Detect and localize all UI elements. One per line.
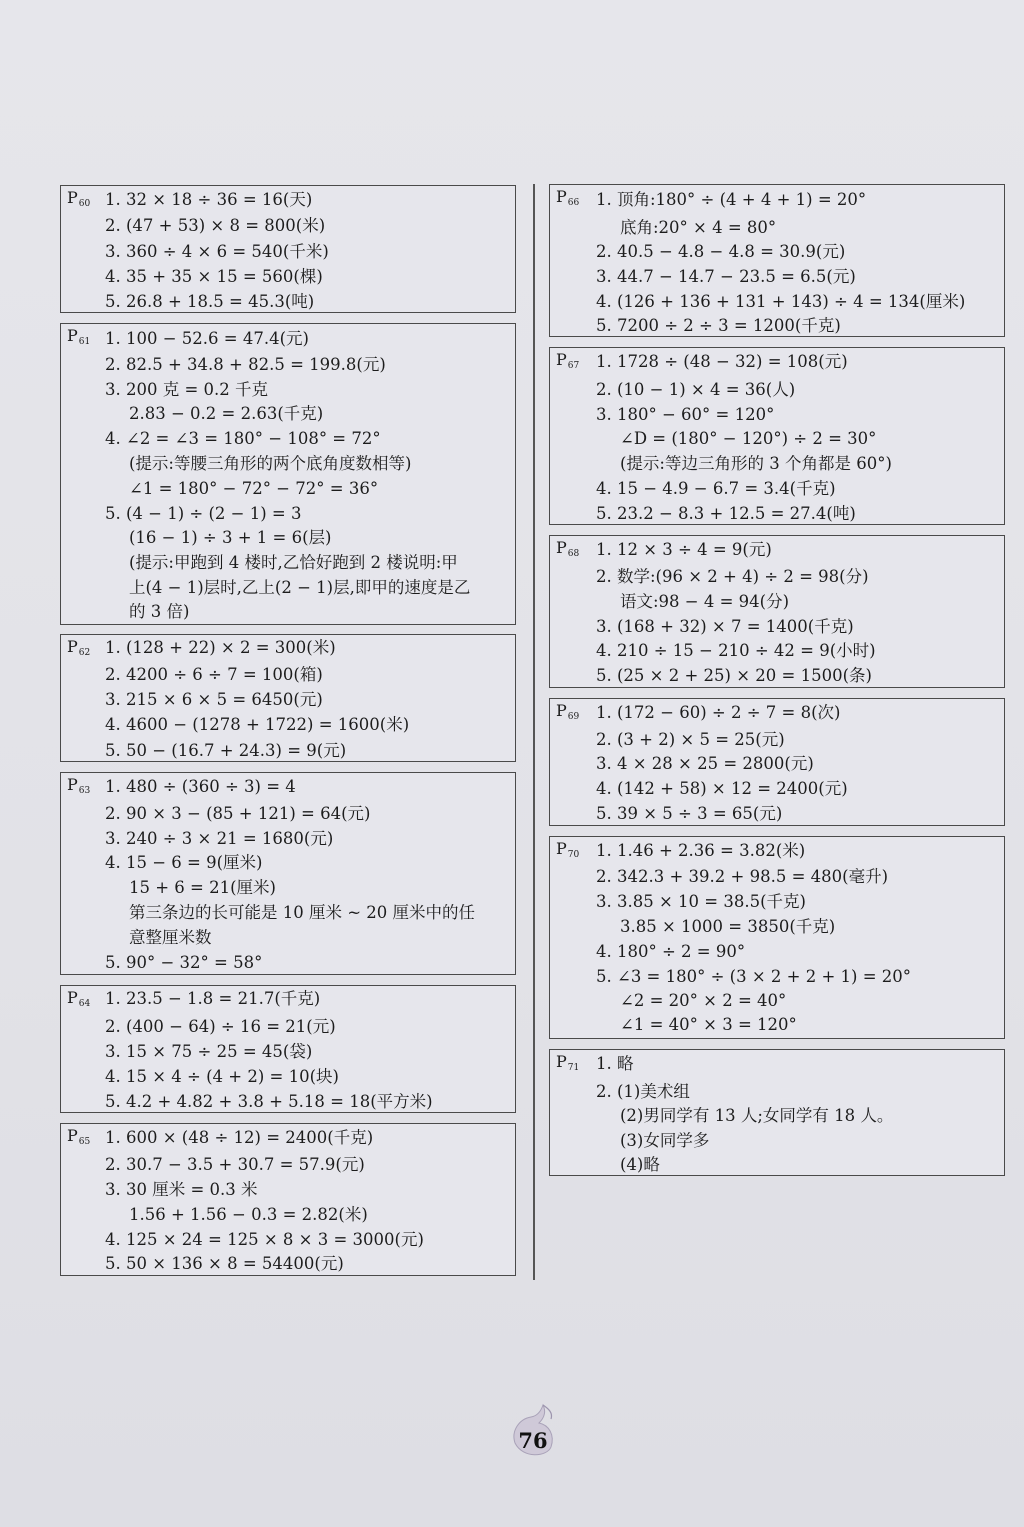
answer-line: 1. 12 × 3 ÷ 4 = 9(元) xyxy=(596,540,772,559)
page-number: 76 xyxy=(518,1428,548,1453)
answer-line: 5. 90° − 32° = 58° xyxy=(105,953,263,972)
page-label: $P_{66}$ xyxy=(556,187,580,208)
answer-line: 2. (400 − 64) ÷ 16 = 21(元) xyxy=(105,1017,336,1036)
answer-box-p68 xyxy=(549,535,1005,688)
answer-line: 第三条边的长可能是 10 厘米 ~ 20 厘米中的任 xyxy=(129,903,476,922)
answer-line: ∠1 = 40° × 3 = 120° xyxy=(620,1015,797,1034)
answer-line: (4)略 xyxy=(620,1155,660,1174)
answer-line: 2. (1)美术组 xyxy=(596,1082,690,1101)
answer-line: 2. (10 − 1) × 4 = 36(人) xyxy=(596,380,796,399)
answer-line: 2. (3 + 2) × 5 = 25(元) xyxy=(596,730,785,749)
answer-line: 4. 15 − 6 = 9(厘米) xyxy=(105,853,263,872)
answer-line: 4. 4600 − (1278 + 1722) = 1600(米) xyxy=(105,715,410,734)
answer-line: 2. 342.3 + 39.2 + 98.5 = 480(毫升) xyxy=(596,867,889,886)
answer-line: ∠D = (180° − 120°) ÷ 2 = 30° xyxy=(620,429,877,448)
answer-line: 3. 240 ÷ 3 × 21 = 1680(元) xyxy=(105,829,334,848)
answer-box-p70 xyxy=(549,836,1005,1039)
answer-line: 3. 44.7 − 14.7 − 23.5 = 6.5(元) xyxy=(596,267,856,286)
page-label: $P_{71}$ xyxy=(556,1052,580,1073)
answer-line: 3.85 × 1000 = 3850(千克) xyxy=(620,917,836,936)
answer-line: 2.83 − 0.2 = 2.63(千克) xyxy=(129,404,324,423)
answer-line: 3. 360 ÷ 4 × 6 = 540(千米) xyxy=(105,242,329,261)
page-label: $P_{63}$ xyxy=(67,775,91,796)
answer-line: 1. 32 × 18 ÷ 36 = 16(天) xyxy=(105,190,313,209)
answer-line: 5. 39 × 5 ÷ 3 = 65(元) xyxy=(596,804,783,823)
page-label: $P_{64}$ xyxy=(67,988,91,1009)
answer-line: 1. 100 − 52.6 = 47.4(元) xyxy=(105,329,309,348)
answer-line: 5. 50 × 136 × 8 = 54400(元) xyxy=(105,1254,344,1273)
answer-line: 3. 180° − 60° = 120° xyxy=(596,405,775,424)
answer-line: 意整厘米数 xyxy=(129,928,212,947)
answer-box-p69 xyxy=(549,698,1005,826)
answer-line: 5. 26.8 + 18.5 = 45.3(吨) xyxy=(105,292,315,311)
answer-box-p67 xyxy=(549,347,1005,525)
answer-line: 1. 600 × (48 ÷ 12) = 2400(千克) xyxy=(105,1128,374,1147)
answer-box-p71 xyxy=(549,1049,1005,1176)
answer-line: 4. 15 − 4.9 − 6.7 = 3.4(千克) xyxy=(596,479,836,498)
answer-line: 3. 200 克 = 0.2 千克 xyxy=(105,380,269,399)
answer-line: 2. (47 + 53) × 8 = 800(米) xyxy=(105,216,326,235)
answer-line: 4. 125 × 24 = 125 × 8 × 3 = 3000(元) xyxy=(105,1230,424,1249)
answer-line: 2. 4200 ÷ 6 ÷ 7 = 100(箱) xyxy=(105,665,323,684)
answer-line: 15 + 6 = 21(厘米) xyxy=(129,878,276,897)
answer-line: 上(4 − 1)层时,乙上(2 − 1)层,即甲的速度是乙 xyxy=(129,578,471,597)
answer-line: 2. 30.7 − 3.5 + 30.7 = 57.9(元) xyxy=(105,1155,365,1174)
answer-line: 3. 215 × 6 × 5 = 6450(元) xyxy=(105,690,323,709)
answer-line: 3. 15 × 75 ÷ 25 = 45(袋) xyxy=(105,1042,313,1061)
answer-line: 1. 顶角:180° ÷ (4 + 4 + 1) = 20° xyxy=(596,190,867,209)
answer-line: 2. 90 × 3 − (85 + 121) = 64(元) xyxy=(105,804,371,823)
answer-line: 5. 7200 ÷ 2 ÷ 3 = 1200(千克) xyxy=(596,316,841,335)
answer-box-p65 xyxy=(60,1123,516,1276)
answer-line: 4. 35 + 35 × 15 = 560(棵) xyxy=(105,267,323,286)
answer-line: 底角:20° × 4 = 80° xyxy=(620,218,777,237)
page-label: $P_{69}$ xyxy=(556,701,580,722)
answer-line: 1. 480 ÷ (360 ÷ 3) = 4 xyxy=(105,777,296,796)
answer-line: 4. (126 + 136 + 131 + 143) ÷ 4 = 134(厘米) xyxy=(596,292,966,311)
answer-line: 5. 4.2 + 4.82 + 3.8 + 5.18 = 18(平方米) xyxy=(105,1092,433,1111)
page-label: $P_{62}$ xyxy=(67,637,91,658)
answer-line: (16 − 1) ÷ 3 + 1 = 6(层) xyxy=(129,528,332,547)
answer-line: 1.56 + 1.56 − 0.3 = 2.82(米) xyxy=(129,1205,368,1224)
page-label: $P_{70}$ xyxy=(556,839,580,860)
answer-line: 2. 数学:(96 × 2 + 4) ÷ 2 = 98(分) xyxy=(596,567,869,586)
answer-line: 1. 略 xyxy=(596,1054,634,1073)
answer-line: 语文:98 − 4 = 94(分) xyxy=(620,592,790,611)
answer-line: 1. (128 + 22) × 2 = 300(米) xyxy=(105,638,336,657)
answer-line: 的 3 倍) xyxy=(129,602,190,621)
answer-line: 5. 23.2 − 8.3 + 12.5 = 27.4(吨) xyxy=(596,504,856,523)
answer-line: 1. (172 − 60) ÷ 2 ÷ 7 = 8(次) xyxy=(596,703,841,722)
answer-line: 1. 23.5 − 1.8 = 21.7(千克) xyxy=(105,989,321,1008)
answer-line: ∠2 = 20° × 2 = 40° xyxy=(620,991,787,1010)
answer-box-p64 xyxy=(60,985,516,1113)
answer-line: (3)女同学多 xyxy=(620,1131,710,1150)
column-divider xyxy=(533,184,535,1280)
answer-box-p62 xyxy=(60,634,516,762)
answer-line: 4. 180° ÷ 2 = 90° xyxy=(596,942,746,961)
answer-line: ∠1 = 180° − 72° − 72° = 36° xyxy=(129,479,379,498)
answer-line: 2. 82.5 + 34.8 + 82.5 = 199.8(元) xyxy=(105,355,386,374)
answer-line: 4. (142 + 58) × 12 = 2400(元) xyxy=(596,779,848,798)
answer-line: 3. 3.85 × 10 = 38.5(千克) xyxy=(596,892,806,911)
answer-line: 5. 50 − (16.7 + 24.3) = 9(元) xyxy=(105,741,347,760)
answer-line: 3. 4 × 28 × 25 = 2800(元) xyxy=(596,754,814,773)
answer-line: (2)男同学有 13 人;女同学有 18 人。 xyxy=(620,1106,894,1125)
answer-line: 5. (25 × 2 + 25) × 20 = 1500(条) xyxy=(596,666,872,685)
page-label: $P_{65}$ xyxy=(67,1126,91,1147)
answer-line: 4. 210 ÷ 15 − 210 ÷ 42 = 9(小时) xyxy=(596,641,876,660)
answer-line: 5. (4 − 1) ÷ (2 − 1) = 3 xyxy=(105,504,302,523)
answer-line: 1. 1728 ÷ (48 − 32) = 108(元) xyxy=(596,352,848,371)
answer-box-p60 xyxy=(60,185,516,313)
answer-box-p66 xyxy=(549,184,1005,337)
answer-line: 5. ∠3 = 180° ÷ (3 × 2 + 2 + 1) = 20° xyxy=(596,967,912,986)
page-label: $P_{68}$ xyxy=(556,538,580,559)
answer-line: 1. 1.46 + 2.36 = 3.82(米) xyxy=(596,841,806,860)
answer-line: 3. (168 + 32) × 7 = 1400(千克) xyxy=(596,617,854,636)
answer-line: (提示:等腰三角形的两个底角度数相等) xyxy=(129,454,412,473)
answer-line: 4. ∠2 = ∠3 = 180° − 108° = 72° xyxy=(105,429,381,448)
page-label: $P_{67}$ xyxy=(556,350,580,371)
answer-box-p61 xyxy=(60,323,516,625)
answer-line: 4. 15 × 4 ÷ (4 + 2) = 10(块) xyxy=(105,1067,339,1086)
answer-line: 2. 40.5 − 4.8 − 4.8 = 30.9(元) xyxy=(596,242,846,261)
page-label: $P_{60}$ xyxy=(67,188,91,209)
answer-box-p63 xyxy=(60,772,516,975)
answer-line: (提示:甲跑到 4 楼时,乙恰好跑到 2 楼说明:甲 xyxy=(129,553,458,572)
answer-line: 3. 30 厘米 = 0.3 米 xyxy=(105,1180,258,1199)
answer-line: (提示:等边三角形的 3 个角都是 60°) xyxy=(620,454,892,473)
page-label: $P_{61}$ xyxy=(67,326,91,347)
